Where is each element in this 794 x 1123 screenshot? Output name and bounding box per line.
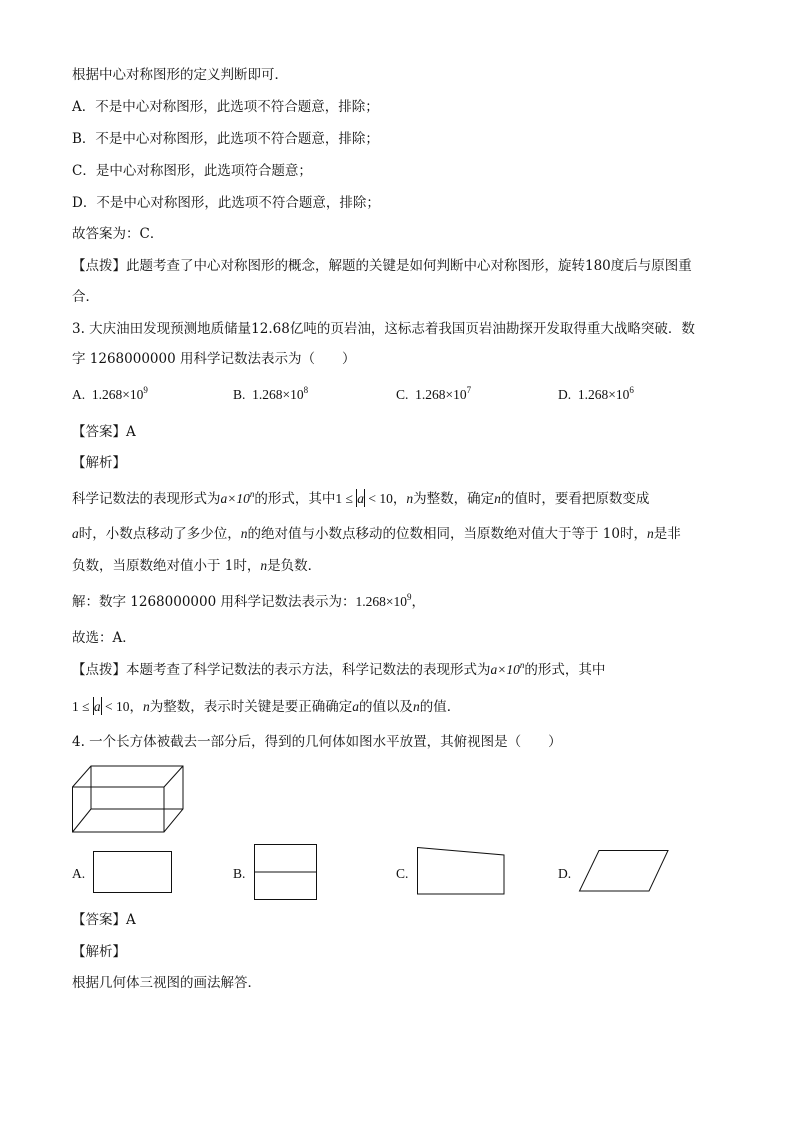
text-line: C．是中心对称图形，此选项符合题意；	[72, 163, 312, 179]
tip-line: 1 ≤ a < 10，n为整数，表示时关键是要正确确定a的值以及n的值．	[72, 699, 461, 715]
analysis-line: 负数，当原数绝对值小于 1时，n是负数．	[72, 558, 322, 574]
solution-line: 解：数字 1268000000 用科学记数法表示为：$1.268\times 10^9$，	[72, 592, 425, 610]
question-4-stem: 4. 一个长方体被截去一部分后，得到的几何体如图水平放置，其俯视图是（ ）	[72, 734, 562, 750]
answer-label: 【答案】A	[72, 912, 136, 928]
option-d: D.	[558, 866, 572, 881]
option-c: C.	[396, 866, 409, 881]
analysis-line: 根据几何体三视图的画法解答．	[72, 975, 261, 991]
analysis-heading: 【解析】	[72, 944, 126, 960]
answer-label: 【答案】A	[72, 424, 136, 440]
option-b: B. $1.268\times 10^8$	[233, 385, 309, 402]
analysis-line: a时，小数点移动了多少位，n的绝对值与小数点移动的位数相同，当原数绝对值大于等于 10时，n是非	[72, 526, 681, 542]
option-c: C. $1.268\times 10^7$	[396, 385, 472, 402]
text-line: A．不是中心对称图形，此选项不符合题意，排除；	[72, 99, 379, 115]
text-line: 故答案为：C．	[72, 226, 164, 242]
option-d-figure	[579, 850, 669, 892]
option-a: A.	[72, 866, 86, 881]
cuboid-figure	[72, 765, 184, 833]
text-line: 根据中心对称图形的定义判断即可．	[72, 67, 288, 83]
option-b-figure	[254, 844, 317, 900]
option-d: D. $1.268\times 10^6$	[558, 385, 634, 402]
question-3-stem: 3. 大庆油田发现预测地质储量12.68亿吨的页岩油，这标志着我国页岩油勘探开发取得重大战略突破．数	[72, 321, 695, 337]
choose-line: 故选：A．	[72, 630, 136, 646]
text-line: B．不是中心对称图形，此选项不符合题意，排除；	[72, 131, 379, 147]
option-b: B.	[233, 866, 246, 881]
analysis-line: 科学记数法的表现形式为$a\times 10^n$的形式，其中1 ≤ a < 10，n为整数，确定n的值时，要看把原数变成	[72, 489, 650, 507]
text-line: 合．	[72, 289, 99, 305]
analysis-heading: 【解析】	[72, 455, 126, 471]
option-c-figure	[417, 847, 505, 895]
option-a: A. $1.268\times 10^9$	[72, 385, 148, 402]
option-a-figure	[93, 851, 172, 893]
text-line: D．不是中心对称图形，此选项不符合题意，排除；	[72, 195, 380, 211]
question-3-stem: 字 1268000000 用科学记数法表示为（ ）	[72, 351, 356, 367]
tip-line: 【点拨】本题考查了科学记数法的表示方法，科学记数法的表现形式为$a\times 10^n$的形式，其中	[72, 660, 606, 678]
tip-line: 【点拨】此题考查了中心对称图形的概念，解题的关键是如何判断中心对称图形，旋转180度后与原图重	[72, 258, 692, 274]
